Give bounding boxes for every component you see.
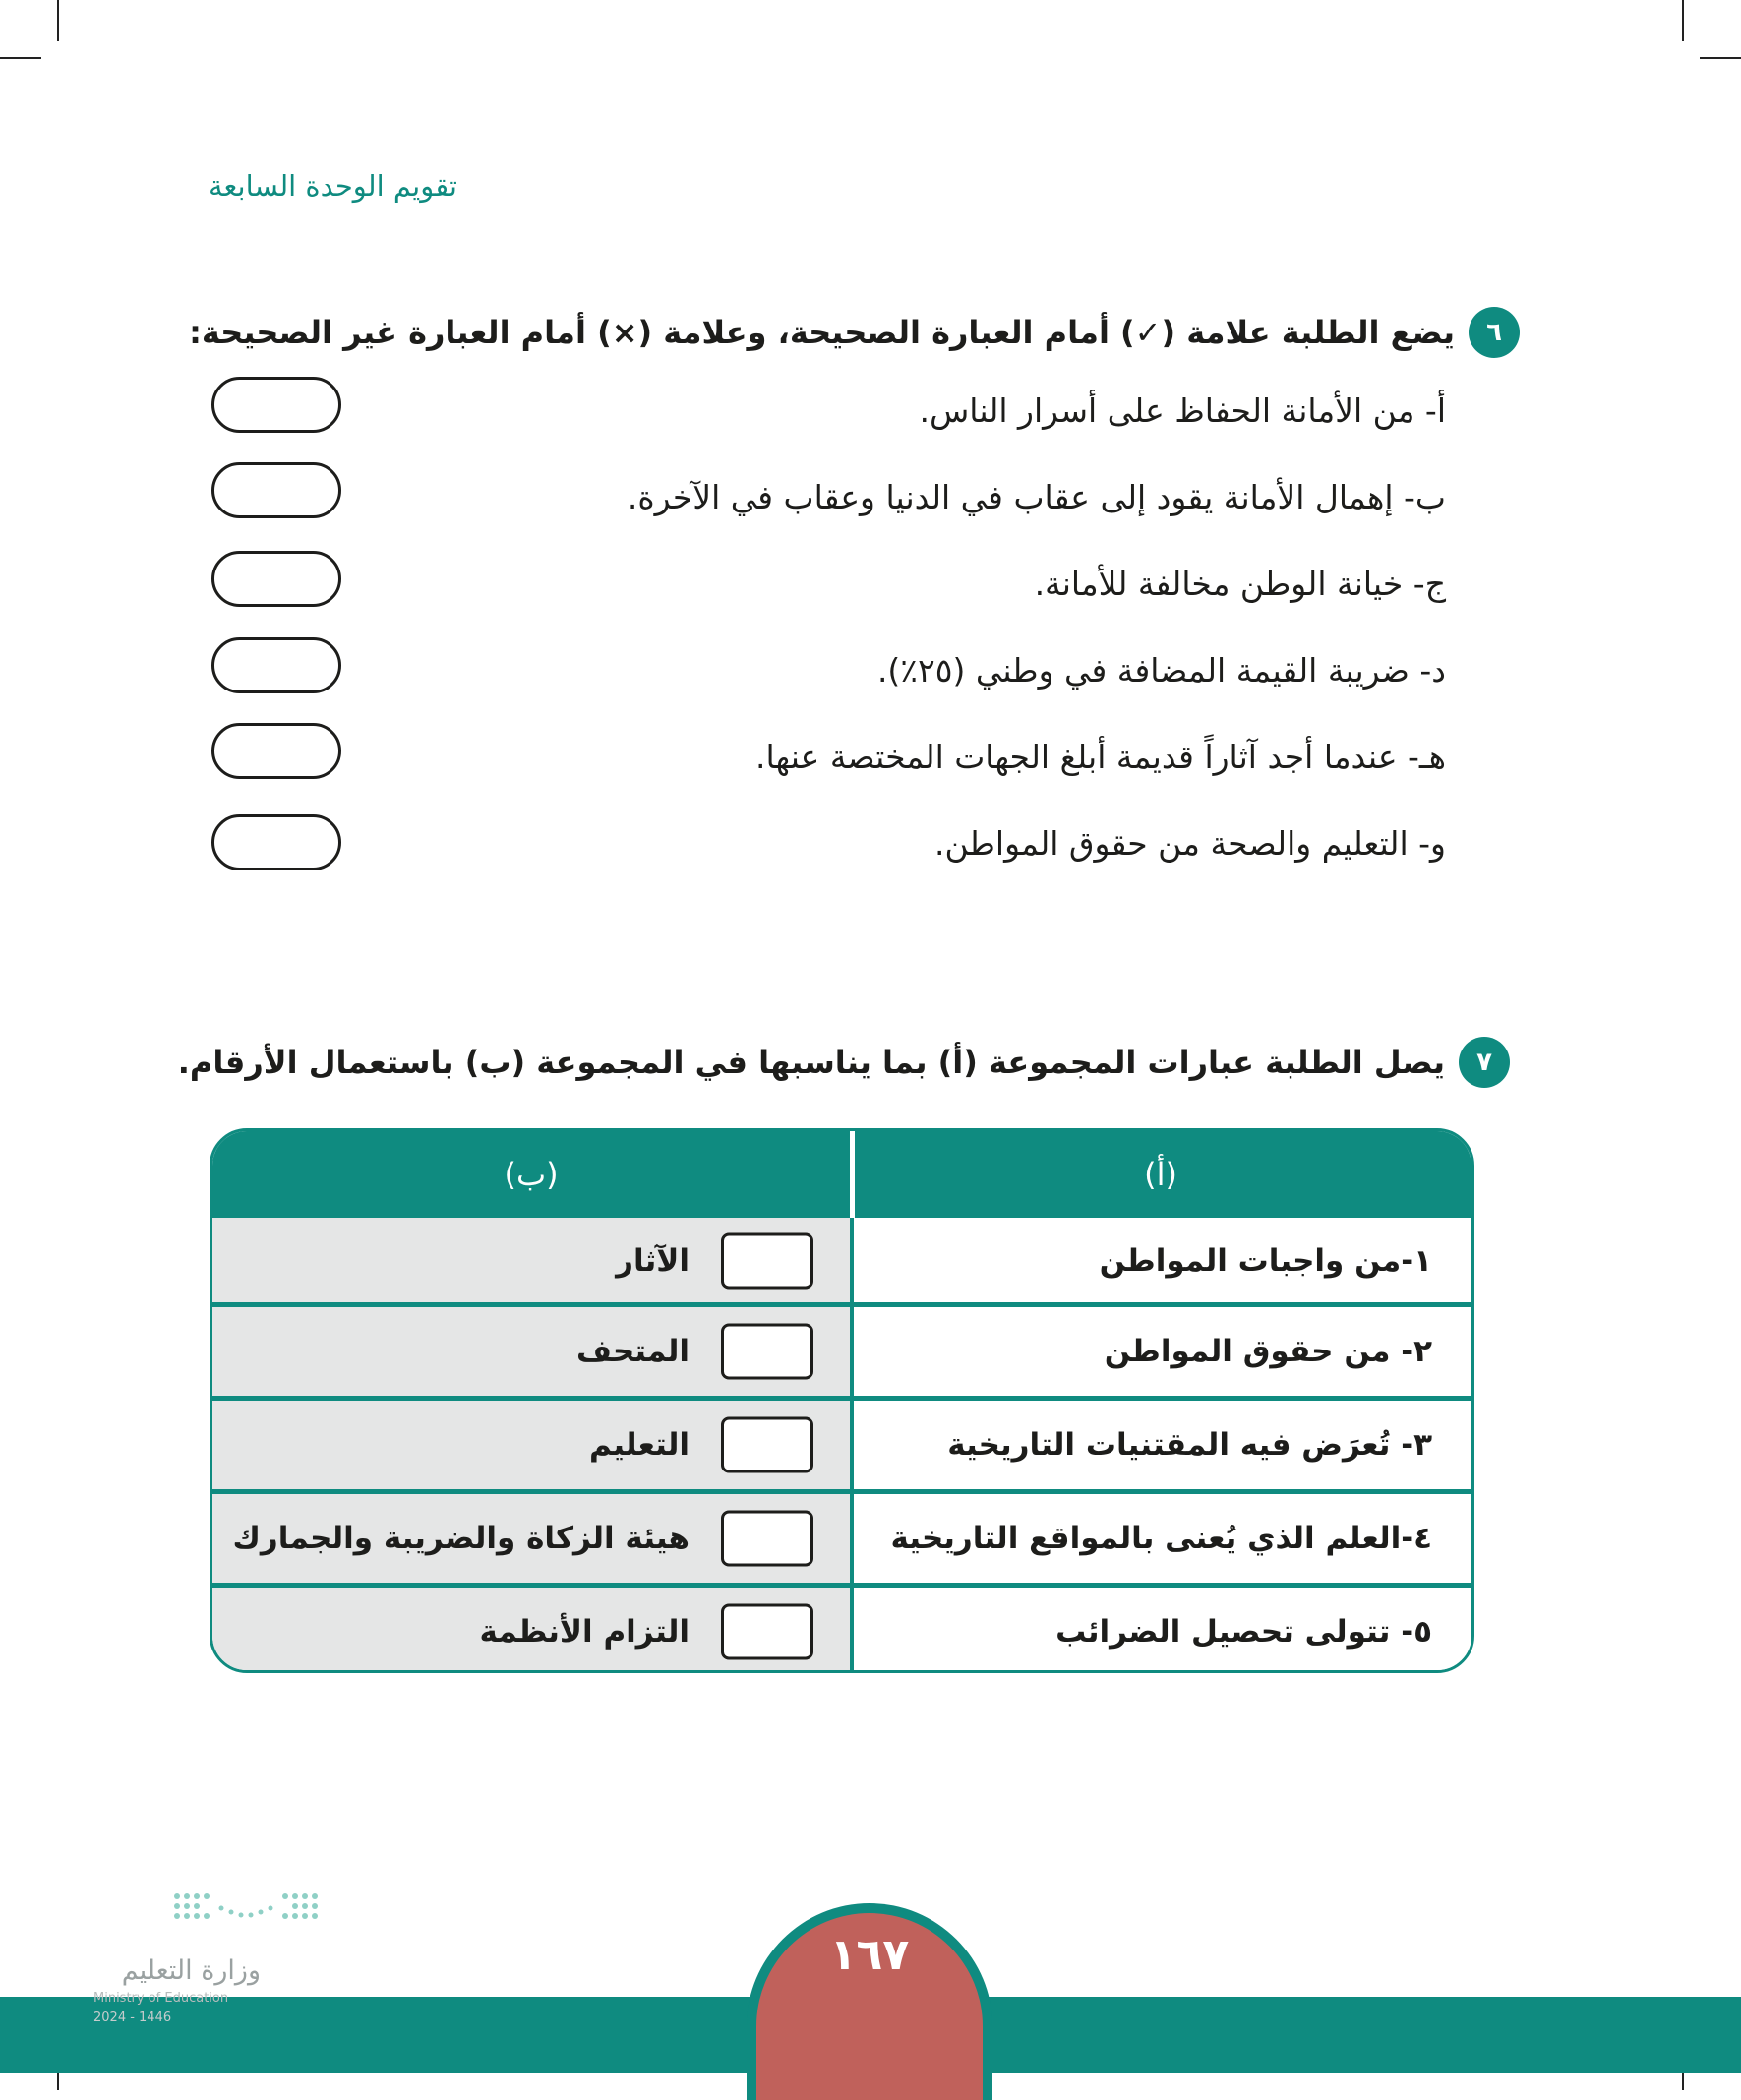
header-divider (850, 1131, 855, 1218)
answer-mark-box[interactable] (211, 377, 341, 433)
cell-b (212, 1494, 850, 1583)
table-row (212, 1218, 1471, 1304)
question-number-badge: ٦ (1469, 307, 1520, 358)
match-number-box[interactable] (721, 1233, 813, 1290)
column-divider (850, 1307, 854, 1396)
column-divider (850, 1218, 854, 1304)
running-title: تقويم الوحدة السابعة (209, 169, 457, 203)
cell-a-text: ٤-العلم الذي يُعنى بالمواقع التاريخية (890, 1521, 1432, 1556)
matching-table (210, 1128, 1474, 1673)
cell-b-text: التزام الأنظمة (479, 1614, 690, 1650)
answer-mark-box[interactable] (211, 637, 341, 693)
cell-a (850, 1401, 1471, 1489)
true-false-item: ب- إهمال الأمانة يقود إلى عقاب في الدنيا وعقاب في الآخرة. (627, 478, 1446, 516)
column-b-header: (ب) (504, 1156, 559, 1193)
cell-b (212, 1401, 850, 1489)
table-row (212, 1494, 1471, 1583)
answer-mark-box[interactable] (211, 551, 341, 607)
true-false-item: ج- خيانة الوطن مخالفة للأمانة. (1034, 565, 1446, 603)
cell-a-text: ٣- تُعرَض فيه المقتنيات التاريخية (947, 1427, 1432, 1463)
true-false-item: د- ضريبة القيمة المضافة في وطني (٢٥٪). (876, 651, 1446, 690)
question-instruction: يضع الطلبة علامة (✓) أمام العبارة الصحيحة، وعلامة (×) أمام العبارة غير الصحيحة: (189, 314, 1455, 351)
crop-mark (57, 0, 59, 41)
table-row (212, 1588, 1471, 1673)
table-row (212, 1401, 1471, 1489)
answer-mark-box[interactable] (211, 723, 341, 779)
cell-a-text: ٥- تتولى تحصيل الضرائب (1055, 1614, 1432, 1650)
match-number-box[interactable] (721, 1604, 813, 1660)
page-number: ١٦٧ (829, 1930, 910, 1980)
column-divider (850, 1494, 854, 1583)
match-number-box[interactable] (721, 1324, 813, 1380)
column-divider (850, 1401, 854, 1489)
cell-a-text: ١-من واجبات المواطن (1099, 1243, 1432, 1279)
cell-b-text: هيئة الزكاة والضريبة والجمارك (232, 1521, 690, 1556)
column-divider (850, 1588, 854, 1673)
cell-b-text: التعليم (588, 1427, 690, 1463)
ministry-name-en: Ministry of Education (93, 1991, 229, 2006)
column-a-header: (أ) (1144, 1156, 1177, 1193)
answer-mark-box[interactable] (211, 462, 341, 518)
cell-a (850, 1494, 1471, 1583)
cell-a (850, 1218, 1471, 1304)
cell-b (212, 1307, 850, 1396)
cell-b-text: الآثار (616, 1243, 690, 1279)
ministry-name: وزارة التعليم (121, 1955, 261, 1986)
crop-mark (1700, 57, 1741, 59)
true-false-item: و- التعليم والصحة من حقوق المواطن. (934, 824, 1446, 863)
true-false-item: أ- من الأمانة الحفاظ على أسرار الناس. (919, 391, 1446, 430)
question-6-heading (189, 307, 1520, 358)
cell-a (850, 1588, 1471, 1673)
match-number-box[interactable] (721, 1511, 813, 1567)
cell-b-text: المتحف (576, 1334, 690, 1369)
ministry-dots-icon (167, 1889, 325, 1933)
edition-year: 2024 - 1446 (93, 2010, 172, 2025)
cell-a-text: ٢- من حقوق المواطن (1104, 1334, 1432, 1369)
true-false-item: هـ- عندما أجد آثاراً قديمة أبلغ الجهات المختصة عنها. (754, 738, 1446, 776)
question-number-badge: ٧ (1459, 1037, 1510, 1088)
crop-mark (1682, 0, 1684, 41)
question-7-heading (178, 1037, 1510, 1088)
table-header (212, 1131, 1471, 1218)
crop-mark (0, 57, 41, 59)
cell-a (850, 1307, 1471, 1396)
answer-mark-box[interactable] (211, 814, 341, 870)
cell-b (212, 1588, 850, 1673)
match-number-box[interactable] (721, 1417, 813, 1473)
table-row (212, 1307, 1471, 1396)
cell-b (212, 1218, 850, 1304)
ministry-logo (93, 1889, 330, 2026)
question-instruction: يصل الطلبة عبارات المجموعة (أ) بما يناسبها في المجموعة (ب) باستعمال الأرقام. (177, 1044, 1445, 1081)
